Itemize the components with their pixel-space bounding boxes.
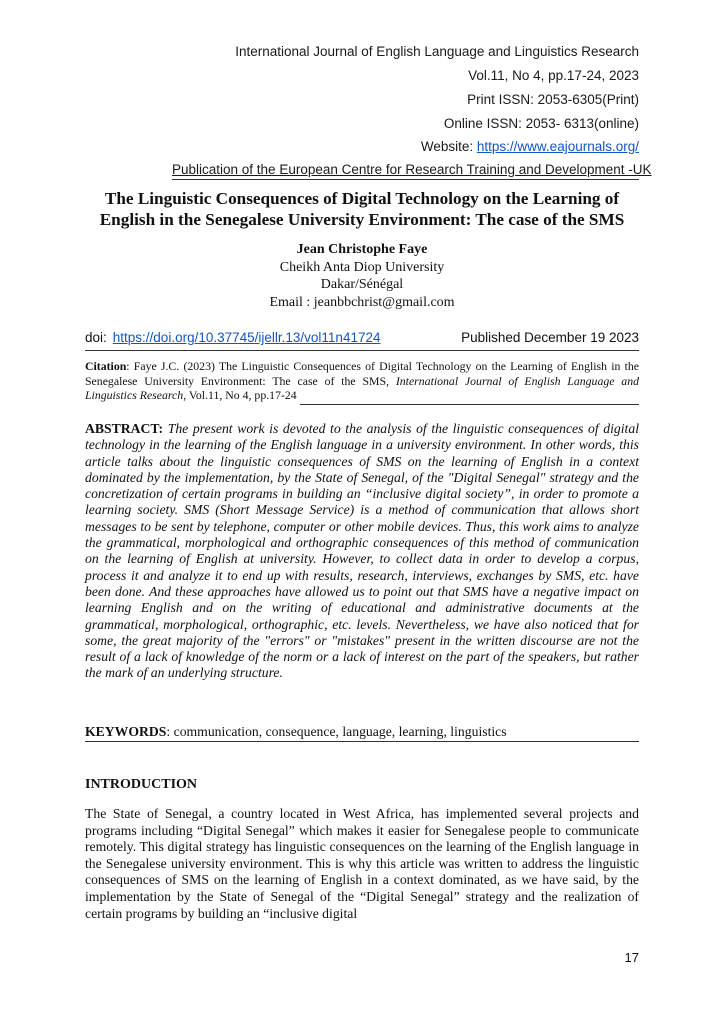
introduction-heading: INTRODUCTION: [85, 777, 198, 792]
page-number: 17: [624, 950, 639, 965]
doi-link[interactable]: https://doi.org/10.37745/ijellr.13/vol11n41724: [112, 330, 381, 345]
print-issn: Print ISSN: 2053-6305(Print): [467, 92, 639, 107]
website-line: [421, 139, 639, 154]
citation-divider: [300, 404, 639, 405]
author-email: Email : jeanbbchrist@gmail.com: [269, 294, 455, 310]
header-divider: [172, 179, 639, 180]
citation-tail: , Vol.11, No 4, pp.17-24: [183, 388, 297, 402]
abstract-block: [85, 421, 639, 682]
keywords-text: : communication, consequence, language, learning, linguistics: [166, 724, 507, 739]
volume-info: Vol.11, No 4, pp.17-24, 2023: [468, 68, 639, 83]
citation-journal: International Journal of English Language and Linguistics Research: [85, 373, 639, 402]
website-link[interactable]: https://www.eajournals.org/: [476, 139, 639, 154]
author-affiliation: Cheikh Anta Diop University: [279, 259, 445, 275]
published-date: Published December 19 2023: [461, 330, 639, 345]
online-issn: Online ISSN: 2053- 6313(online): [443, 116, 639, 131]
citation-block: [85, 359, 639, 403]
doi-line: [85, 330, 639, 345]
article-title: The Linguistic Consequences of Digital Technology on the Learning of English in the Senegalese University Environment: The case of the SMS: [99, 189, 625, 229]
keywords-line: [85, 724, 639, 740]
author-name: Jean Christophe Faye: [296, 242, 428, 257]
doi-divider: [85, 350, 639, 351]
abstract-text: The present work is devoted to the analysis of the linguistic consequences of digital technology in the learning of the English language in a university environment. In other words, this article talks about the linguistic consequences of SMS on the learning of English in a context dominated by the implementation, by the State of Senegal, of the "Digital Senegal" strategy and the concretization of certain programs in building an “inclusive digital society”, in order to promote a learning society. SMS (Short Message Service) is a method of communication that allows short messages to be sent by telephone, computer or other mobile devices. Thus, this work aims to analyze the grammatical, morphological and orthographic consequences of this method of communication on the learning of English at university. However, to collect data in order to develop a corpus, process it and analyze it to end up with results, research, interviews, exchanges by SMS, etc. have been done. And these approaches have allowed us to point out that SMS have a negative impact on learning English and on the writing of educational and administrative documents at the grammatical, morphological, orthographic, etc. levels. Nevertheless, we have also noticed that for some, the great majority of the "errors" or "mistakes" present in the written discourse are not the result of a lack of knowledge of the norm or a lack of interest on the part of the speakers, but rather the mark of an underlying structure.: [85, 421, 640, 681]
citation-label: Citation: [85, 359, 127, 373]
citation-text: : Faye J.C. (2023) The Linguistic Consequences of Digital Technology on the Learning of English in the Senegalese University Environment: The case of the SMS,: [85, 359, 639, 388]
keywords-label: KEYWORDS: [85, 724, 167, 739]
publisher-line: Publication of the European Centre for Research Training and Development -UK: [172, 162, 652, 177]
website-label: Website:: [420, 139, 474, 154]
doi-label: doi:: [85, 330, 107, 345]
keywords-divider: [85, 741, 639, 742]
abstract-label: ABSTRACT:: [85, 421, 164, 436]
author-block: [85, 241, 639, 311]
author-location: Dakar/Sénégal: [320, 277, 404, 292]
introduction-paragraph: The State of Senegal, a country located in West Africa, has implemented several projects and programs including “Digital Senegal” which makes it easier for Senegalese people to communicate remotely. This digital strategy has linguistic consequences on the learning of the English language in the Senegalese university environment. This is why this article was written to address the linguistic consequences of SMS on the learning of English in a context dominated, as we have said, by the implementation by the State of Senegal of the “Digital Senegal” strategy and the realization of certain programs by building an “inclusive digital: [85, 806, 639, 921]
journal-name: International Journal of English Language and Linguistics Research: [235, 44, 639, 59]
